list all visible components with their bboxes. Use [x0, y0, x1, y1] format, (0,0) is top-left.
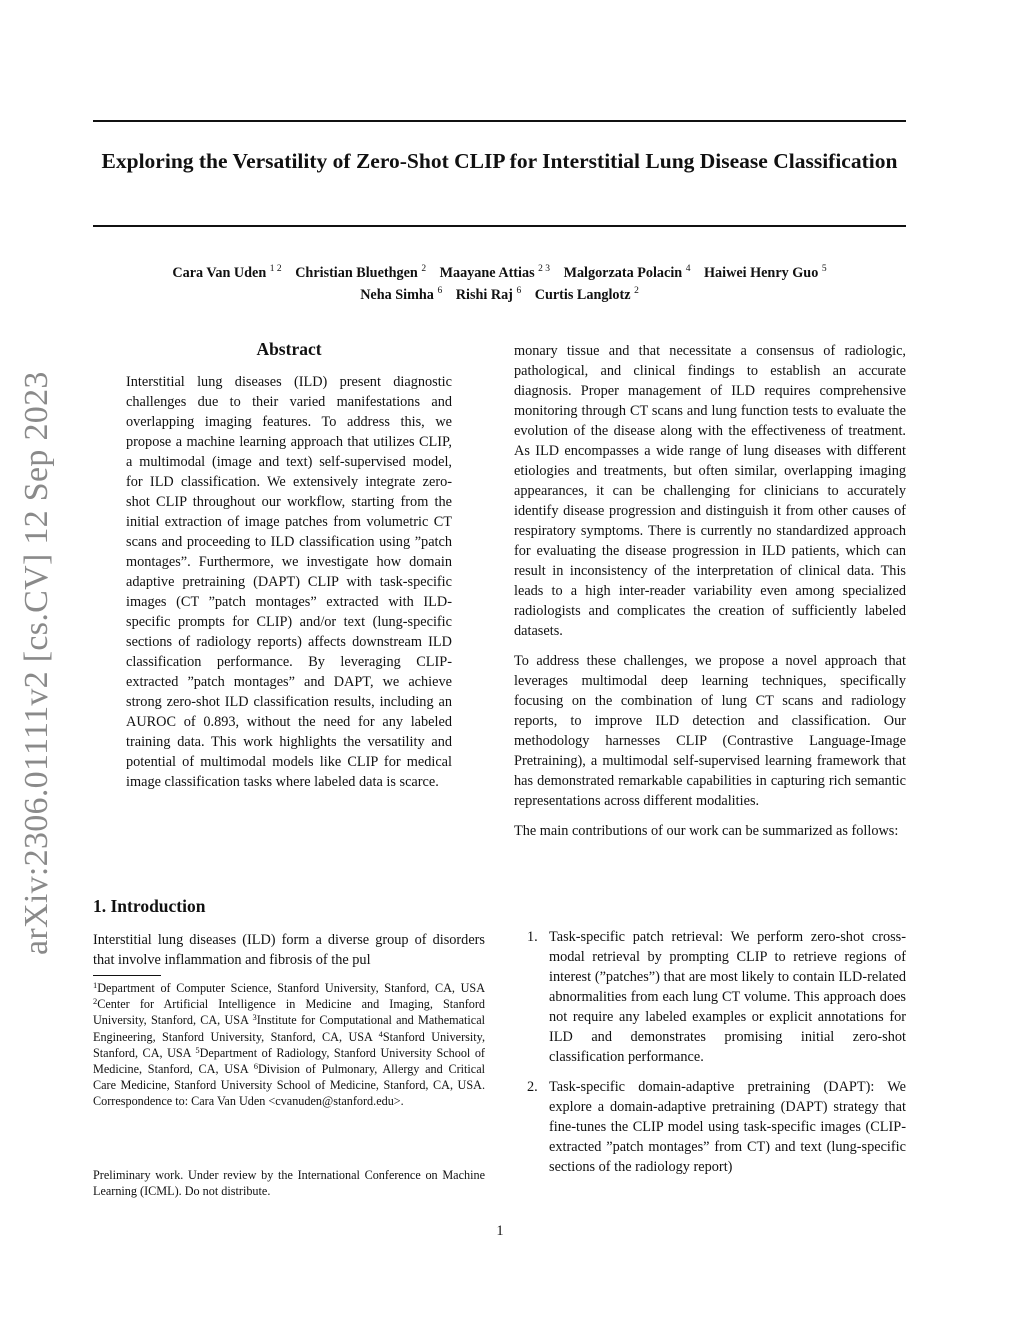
- author-affiliation: 1 2: [269, 264, 282, 274]
- list-item: [514, 1077, 906, 1177]
- footnote-text: Stanford University, Stanford, CA, USA: [93, 1029, 485, 1060]
- list-item-number: 2.: [527, 1079, 538, 1095]
- list-item-number: 1.: [527, 929, 538, 945]
- author-affiliation: 6: [516, 286, 522, 296]
- abstract-paragraph: Interstitial lung diseases (ILD) present diagnostic challenges due to their varied manifestations and overlapping imaging features. To address this, we propose a machine learning approach that utilizes CLIP, a multimodal (image and text) self-supervised model, for ILD classification. We extensively integrate zero-shot CLIP throughout our workflow, starting from the initial extraction of image patches from volumetric CT scans and proceeding to ILD classification using ”patch montages”. Furthermore, we investigate how domain adaptive pretraining (DAPT) CLIP with task-specific images (CT ”patch montages” extracted with ILD-specific prompts for CLIP) and/or text (lung-specific sections of radiology reports) affects downstream ILD classification performance. By leveraging CLIP-extracted ”patch montages” and DAPT, we achieve strong zero-shot ILD classification results, including an AUROC of 0.893, without the need for any labeled training data. This work highlights the versatility and potential of multimodal models like CLIP for medical image classification tasks where labeled data is scarce.: [126, 374, 452, 790]
- author: [360, 287, 442, 303]
- footnote-marker: 4: [378, 1028, 383, 1039]
- contributions-list: [514, 927, 906, 1177]
- paper-title: Exploring the Versatility of Zero-Shot CLIP for Interstitial Lung Disease Classification: [101, 149, 898, 173]
- footnote-text: Center for Artificial Intelligence in Medicine and Imaging, Stanford University, Stanford, CA, USA: [93, 997, 485, 1028]
- author: [172, 265, 281, 281]
- introduction-heading: 1. Introduction: [93, 896, 206, 916]
- author-name: Curtis Langlotz: [534, 287, 631, 303]
- footnote-marker: 5: [195, 1044, 200, 1055]
- author-name: Christian Bluethgen: [295, 265, 418, 281]
- author: [440, 265, 550, 281]
- arxiv-stamp: arXiv:2306.01111v2 [cs.CV] 12 Sep 2023: [18, 371, 55, 955]
- author: [456, 287, 521, 303]
- page-number: 1: [496, 1223, 504, 1239]
- author: [564, 265, 691, 281]
- introduction-right-text: [514, 341, 906, 841]
- footnote-text: Department of Radiology, Stanford University School of Medicine, Stanford, CA, USA: [93, 1045, 485, 1077]
- author: [535, 287, 639, 303]
- author-name: Neha Simha: [360, 287, 434, 303]
- footnote-marker: 1: [93, 980, 98, 990]
- footnote-text: Department of Computer Science, Stanford University, Stanford, CA, USA: [97, 981, 485, 995]
- author-name: Maayane Attias: [439, 265, 535, 281]
- introduction-paragraph: To address these challenges, we propose a novel approach that leverages multimodal deep learning techniques, specifically focusing on the combination of lung CT scans and radiology reports, to improve ILD detection and classification. Our methodology harnesses CLIP (Contrastive Language-Image Pretraining), a multimodal self-supervised learning framework that has demonstrated remarkable capabilities in capturing rich semantic representations across different modalities.: [514, 653, 906, 809]
- footnote-marker: 2: [93, 996, 98, 1007]
- introduction-paragraph: The main contributions of our work can be summarized as follows:: [514, 823, 899, 839]
- introduction-left-text: [93, 930, 485, 970]
- title-top-rule: [93, 120, 906, 122]
- introduction-paragraph: Interstitial lung diseases (ILD) form a diverse group of disorders that involve inflammation and fibrosis of the pul: [93, 932, 485, 968]
- author-affiliation: 5: [821, 264, 827, 274]
- affiliations-footnote: [93, 980, 485, 1110]
- author-name: Cara Van Uden: [172, 265, 267, 281]
- abstract-heading: Abstract: [256, 339, 322, 359]
- list-item-text: Task-specific patch retrieval: We perform zero-shot cross-modal retrieval by prompting CLIP to retrieve regions of interest (”patches”) that are most likely to contain ILD-related abnormalities from each lung CT volume. This approach does not require any labeled examples or explicit annotations for ILD and demonstrates promising initial zero-shot classification performance.: [549, 929, 906, 1065]
- author: [704, 265, 827, 281]
- author-name: Haiwei Henry Guo: [704, 265, 819, 281]
- author-affiliation: 6: [437, 286, 443, 296]
- author-name: Rishi Raj: [455, 287, 513, 303]
- author-affiliation: 2 3: [538, 264, 551, 274]
- abstract-text: [126, 372, 452, 792]
- author-affiliation: 2: [634, 286, 639, 296]
- footnote-marker: 3: [252, 1012, 257, 1023]
- footnote-marker: 6: [253, 1061, 258, 1072]
- footnote-rule: [93, 975, 161, 976]
- author-affiliation: 4: [685, 264, 691, 274]
- list-item-text: Task-specific domain-adaptive pretraining (DAPT): We explore a domain-adaptive pretraining (DAPT) strategy that fine-tunes the CLIP model using task-specific images (CLIP-extracted ”patch montages” from CT) and text (lung-specific sections of the radiology report): [549, 1079, 906, 1175]
- footnote-text: Division of Pulmonary, Allergy and Critical Care Medicine, Stanford University School of Medicine, Stanford, CA, USA. Correspondence to: Cara Van Uden <cvanuden@stanford.edu>.: [93, 1062, 485, 1109]
- author-list: [93, 262, 906, 306]
- author-affiliation: 2: [421, 264, 427, 274]
- author: [295, 265, 426, 281]
- author-name: Malgorzata Polacin: [563, 265, 683, 281]
- preliminary-notice: Preliminary work. Under review by the International Conference on Machine Learning (ICML). Do not distribute.: [93, 1168, 485, 1199]
- introduction-paragraph: monary tissue and that necessitate a consensus of radiologic, pathological, and clinical findings to establish an accurate diagnosis. Proper management of ILD requires comprehensive monitoring through CT scans and lung function tests to evaluate the evolution of the disease along with the effectiveness of treatment. As ILD encompasses a wide range of lung diseases with different etiologies and treatments, but often similar, overlapping imaging appearances, it can be challenging for clinicians to accurately identify disease progression and distinguish it from other causes of respiratory symptoms. There is currently no standardized approach for evaluating the disease progression in ILD patients, which can result in inconsistency of the interpretation of clinical data. This leads to a high inter-reader variability even among specialized radiologists and complicates the creation of sufficiently labeled datasets.: [514, 343, 906, 639]
- list-item: [514, 927, 906, 1067]
- title-bottom-rule: [93, 225, 906, 227]
- footnote-text: Institute for Computational and Mathematical Engineering, Stanford University, Stanford, CA, USA: [93, 1013, 485, 1044]
